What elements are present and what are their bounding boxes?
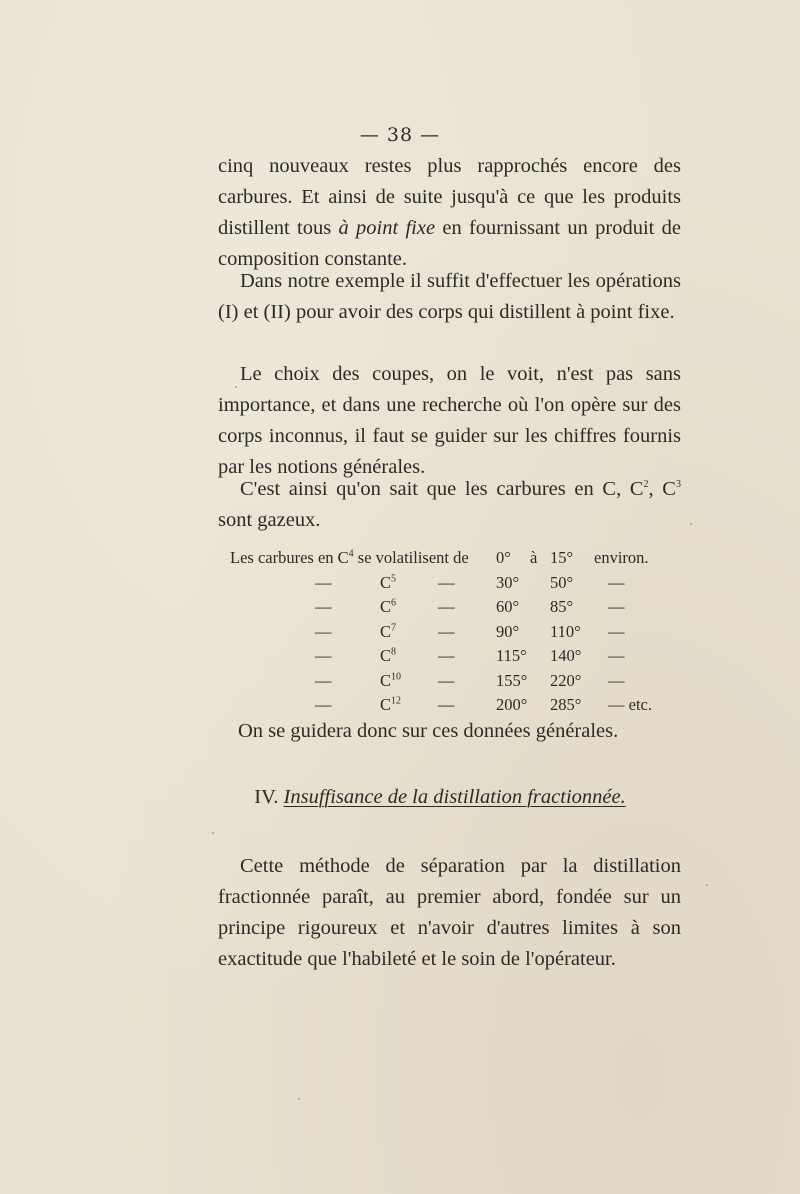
- table-carbon: [380, 597, 396, 617]
- table-dash: —: [315, 670, 332, 690]
- section-heading: [0, 786, 800, 809]
- table-carbon-symbol: C: [380, 597, 392, 616]
- paragraph-1-text: cinq nouveaux restes plus rapprochés encore des carbures. Et ainsi de suite jusqu'à ce que les produits distillent tous: [218, 155, 681, 239]
- paragraph-4: [218, 474, 681, 536]
- paper-speck: [690, 523, 692, 525]
- table-dash: —: [315, 695, 332, 714]
- paragraph-5-text: Cette méthode de séparation par la distillation fractionnée paraît, au premier abord, fondée sur un principe rigoureux et n'avoir d'autres limites à son exactitude que l'habileté et le soin de l'opérateur.: [218, 855, 681, 970]
- table-temp-high: 50°: [550, 572, 574, 592]
- table-temp-low: 60°: [496, 597, 520, 616]
- table-row: [230, 597, 690, 622]
- table-first-t2: 15°: [550, 548, 574, 567]
- table-dash: —: [315, 621, 332, 641]
- page-number: — 38 —: [359, 124, 441, 146]
- paragraph-4-end: sont gazeux.: [218, 509, 321, 531]
- table-carbon: [380, 573, 396, 593]
- table-dash: —: [438, 572, 455, 592]
- paragraph-5: [218, 851, 681, 975]
- table-carbon-symbol: C: [380, 695, 392, 714]
- table-temp-low: 115°: [496, 646, 527, 665]
- table-carbon-count: 12: [391, 695, 402, 707]
- paragraph-1-end: en fournissant un produit de composition constante.: [218, 217, 682, 270]
- paragraph-4-mid: , C: [648, 478, 676, 500]
- table-row: [230, 573, 690, 598]
- table-first-verb: se volatilisent de: [353, 548, 469, 567]
- paragraph-1: [218, 151, 681, 275]
- section-number: IV.: [254, 786, 279, 808]
- table-row-end: —: [608, 646, 625, 665]
- table-carbon-symbol: C: [380, 646, 392, 665]
- table-first-lead: Les carbures en C: [230, 548, 349, 567]
- table-row: [230, 695, 690, 720]
- table-carbon-symbol: C: [380, 621, 392, 641]
- paragraph-2-text: Dans notre exemple il suffit d'effectuer les opérations (I) et (II) pour avoir des corps qui distillent à point fixe.: [218, 270, 681, 323]
- table-temp-high: 85°: [550, 597, 574, 616]
- paragraph-3-text: Le choix des coupes, on le voit, n'est pas sans importance, et dans une recherche où l'on opère sur des corps inconnus, il faut se guider sur les chiffres fournis par les notions générales.: [218, 363, 681, 478]
- table-row-end: —: [608, 572, 625, 592]
- table-dash: —: [315, 646, 332, 665]
- table-temp-low: 90°: [496, 621, 520, 641]
- table-carbon: [380, 671, 401, 691]
- table-body: [230, 573, 690, 720]
- table-temp-low: 30°: [496, 572, 520, 592]
- paragraph-1-italic: à point fixe: [338, 217, 436, 239]
- paragraph-4-sup-2: 3: [675, 479, 681, 491]
- table-row-end: —: [608, 621, 625, 641]
- table-first-row: [230, 548, 469, 568]
- table-carbon: [380, 646, 396, 666]
- table-first-sup: 4: [348, 548, 354, 560]
- table-carbon-symbol: C: [380, 670, 392, 690]
- table-row-end: —: [608, 670, 625, 690]
- volatilization-table: [230, 548, 690, 720]
- paragraph-4-sup-1: 2: [643, 479, 649, 491]
- table-carbon-count: 5: [391, 573, 397, 584]
- table-carbon-count: 8: [391, 646, 397, 658]
- table-carbon-symbol: C: [380, 572, 392, 592]
- table-row-end: —: [608, 597, 625, 616]
- table-dash: —: [438, 597, 455, 616]
- table-row-header: [230, 548, 690, 573]
- table-temp-high: 220°: [550, 670, 582, 690]
- section-title: Insuffisance de la distillation fractionnée.: [283, 786, 626, 808]
- table-row-end: — etc.: [608, 695, 652, 714]
- table-first-join: à: [530, 548, 538, 567]
- table-dash: —: [438, 670, 455, 690]
- table-row: [230, 671, 690, 696]
- paper-speck: [706, 884, 708, 886]
- table-row: [230, 622, 690, 647]
- paragraph-3: [218, 359, 681, 483]
- table-temp-high: 140°: [550, 646, 582, 665]
- table-carbon: [380, 695, 401, 715]
- table-dash: —: [438, 695, 455, 714]
- table-carbon-count: 7: [391, 622, 397, 633]
- table-carbon: [380, 622, 396, 642]
- paragraph-4-text: C'est ainsi qu'on sait que les carbures en C, C: [240, 478, 644, 500]
- table-first-t1: 0°: [496, 548, 511, 567]
- table-temp-low: 200°: [496, 695, 528, 714]
- paper-speck: [298, 1098, 300, 1100]
- paper-speck: [212, 832, 214, 834]
- table-temp-high: 110°: [550, 621, 581, 641]
- table-first-end: environ.: [594, 548, 649, 567]
- table-temp-low: 155°: [496, 670, 528, 690]
- table-dash: —: [438, 621, 455, 641]
- table-dash: —: [315, 597, 332, 616]
- conclusion-line: On se guidera donc sur ces données générales.: [238, 720, 619, 742]
- table-temp-high: 285°: [550, 695, 582, 714]
- table-carbon-count: 6: [391, 597, 397, 609]
- paragraph-2: [218, 266, 681, 328]
- paper-speck: [235, 386, 237, 388]
- table-dash: —: [438, 646, 455, 665]
- table-row: [230, 646, 690, 671]
- table-dash: —: [315, 572, 332, 592]
- table-carbon-count: 10: [391, 671, 402, 682]
